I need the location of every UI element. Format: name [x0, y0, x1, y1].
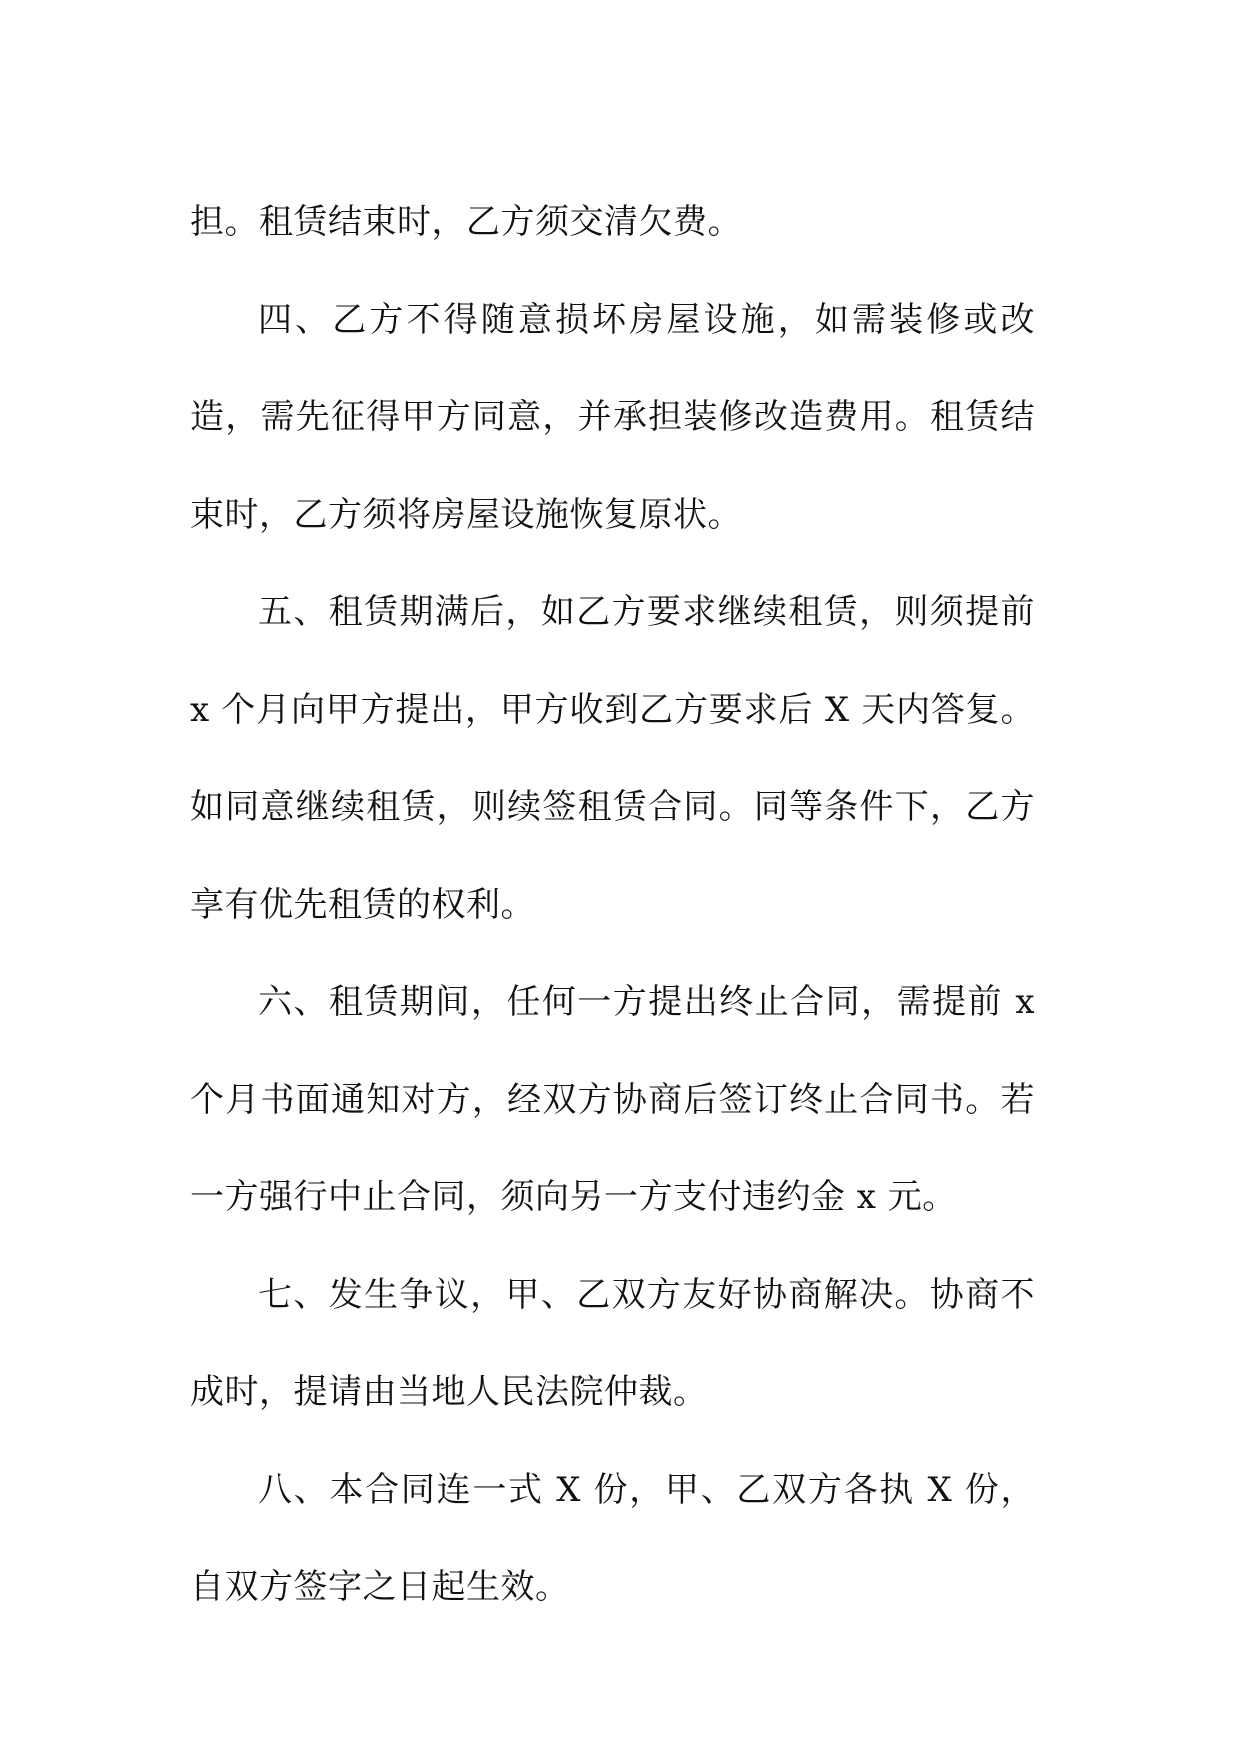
clause-5: 五、租赁期满后，如乙方要求继续租赁，则须提前 x 个月向甲方提出，甲方收到乙方要求后 X 天内答复。如同意继续租赁，则续签租赁合同。同等条件下，乙方享有优先租赁的权利。 — [190, 592, 1035, 925]
clause-6: 六、租赁期间，任何一方提出终止合同，需提前 x 个月书面通知对方，经双方协商后签订终止合同书。若一方强行中止合同，须向另一方支付违约金 x 元。 — [190, 982, 1035, 1217]
clause-4: 四、乙方不得随意损坏房屋设施，如需装修或改造，需先征得甲方同意，并承担装修改造费用。租赁结束时，乙方须将房屋设施恢复原状。 — [190, 299, 1035, 535]
clause-7: 七、发生争议，甲、乙双方友好协商解决。协商不成时，提请由当地人民法院仲裁。 — [190, 1274, 1035, 1412]
clause-8: 八、本合同连一式 X 份，甲、乙双方各执 X 份，自双方签字之日起生效。 — [190, 1469, 1035, 1607]
contract-text — [190, 174, 1035, 1637]
paragraph-continuation: 担。租赁结束时，乙方须交清欠费。 — [190, 202, 742, 242]
